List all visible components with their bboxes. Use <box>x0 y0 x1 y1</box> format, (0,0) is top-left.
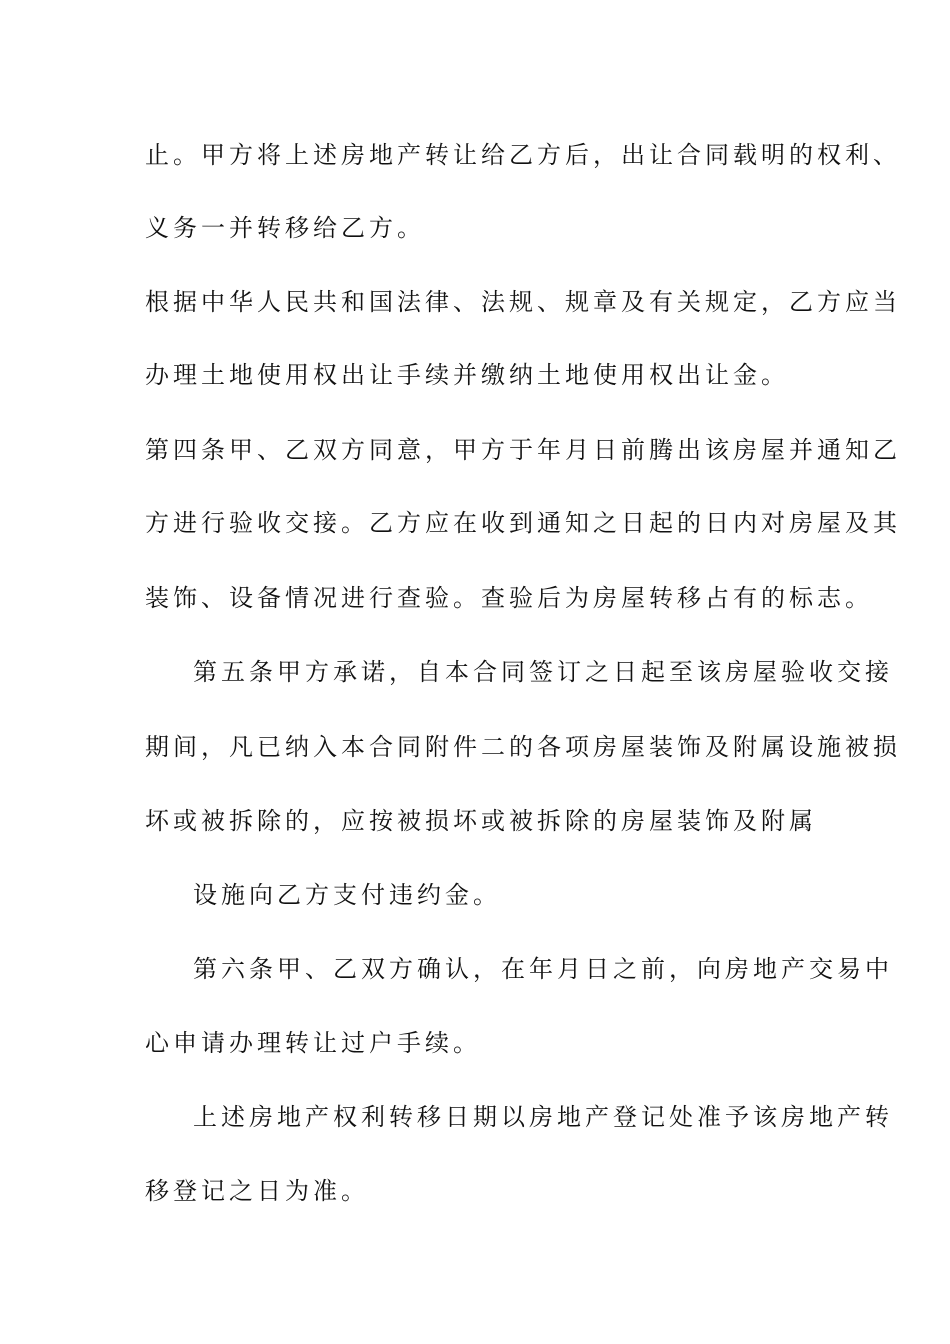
text-line: 装饰、设备情况进行查验。查验后为房屋转移占有的标志。 <box>145 584 873 612</box>
text-line: 止。甲方将上述房地产转让给乙方后，出让合同载明的权利、 <box>145 141 901 169</box>
text-line: 移登记之日为准。 <box>145 1177 369 1205</box>
text-line: 期间，凡已纳入本合同附件二的各项房屋装饰及附属设施被损 <box>145 733 901 761</box>
text-line: 坏或被拆除的，应按被损坏或被拆除的房屋装饰及附属 <box>145 807 817 835</box>
text-line: 第五条甲方承诺，自本合同签订之日起至该房屋验收交接 <box>193 658 893 686</box>
text-line: 方进行验收交接。乙方应在收到通知之日起的日内对房屋及其 <box>145 509 901 537</box>
text-line: 办理土地使用权出让手续并缴纳土地使用权出让金。 <box>145 361 789 389</box>
text-line: 第四条甲、乙双方同意，甲方于年月日前腾出该房屋并通知乙 <box>145 436 901 464</box>
text-line: 心申请办理转让过户手续。 <box>145 1029 481 1057</box>
text-line: 设施向乙方支付违约金。 <box>193 881 501 909</box>
text-line: 上述房地产权利转移日期以房地产登记处准予该房地产转 <box>193 1103 893 1131</box>
text-line: 义务一并转移给乙方。 <box>145 214 425 242</box>
text-line: 根据中华人民共和国法律、法规、规章及有关规定，乙方应当 <box>145 288 901 316</box>
text-line: 第六条甲、乙双方确认，在年月日之前，向房地产交易中 <box>193 955 893 983</box>
